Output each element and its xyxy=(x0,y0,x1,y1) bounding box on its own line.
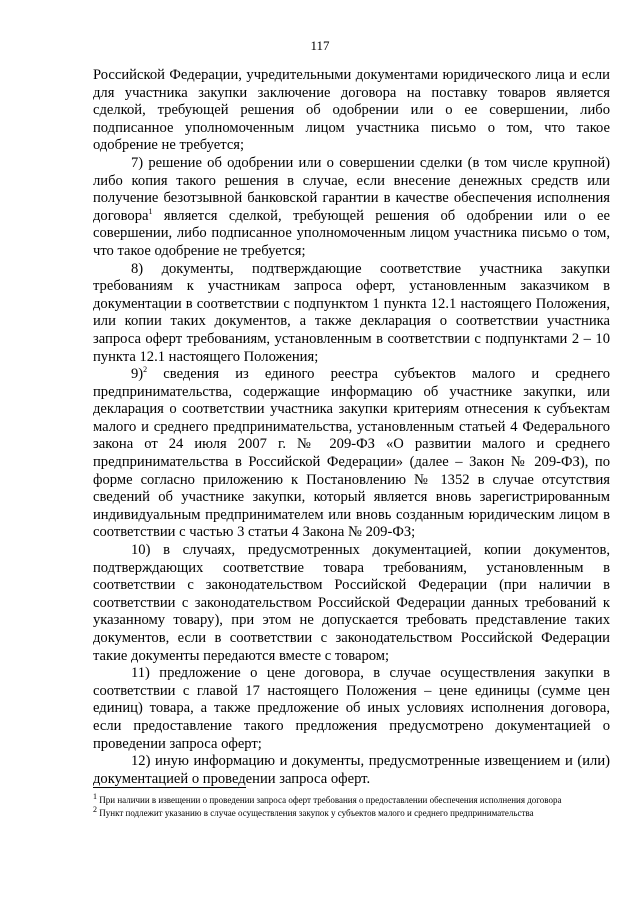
paragraph-item-9 xyxy=(93,366,610,542)
paragraph-text: является сделкой, требующей решения об одобрении или о ее совершении, либо подписанное уполномоченным лицом участника письмо о том, что такое одобрение не требуется; xyxy=(93,207,610,259)
paragraph-item-12: 12) иную информацию и документы, предусмотренные извещением и (или) документацией о проведении запроса оферт. xyxy=(93,753,610,787)
footnote xyxy=(93,792,610,806)
paragraph-item-11: 11) предложение о цене договора, в случае осуществления закупки в соответствии с главой 17 настоящего Положения – цене единицы (сумме цен единиц) товара, а также предложение об иных условиях исполнения договора, если предоставление такого предложения предусмотрено документацией о проведении запроса оферт; xyxy=(93,665,610,752)
document-body xyxy=(93,67,610,788)
paragraph-item-10: 10) в случаях, предусмотренных документацией, копии документов, подтверждающих соответствие товара требованиям, установленным в соответствии с законодательством Российской Федерации (при наличии в соответствии с законодательством Российской Федерации данных требований к указанному товару), при этом не допускается требовать представление таких документов, если в соответствии с законодательством Российской Федерации такие документы передаются вместе с товаром; xyxy=(93,542,610,664)
paragraph-text: 7) решение об одобрении или о совершении сделки (в том числе крупной) либо копия такого решения в случае, если внесение денежных средств или получение безотзывной банковской гарантии в качестве обеспечения исполнения договора xyxy=(93,154,610,224)
footnote-text: Пункт подлежит указанию в случае осуществления закупок у субъектов малого и среднего предпринимательства xyxy=(97,808,534,818)
paragraph-text: 9) xyxy=(131,366,144,383)
footnote-reference: 1 xyxy=(148,206,153,216)
paragraph-continuation: Российской Федерации, учредительными документами юридического лица и если для участника закупки заключение договора на поставку товаров является сделкой, требующей решения об одобрении или о ее совершении, либо подписанное уполномоченным лицом участника письмо о том, что такое одобрение не требуется; xyxy=(93,67,610,154)
paragraph-text: сведения из единого реестра субъектов малого и среднего предпринимательства, содержащие информацию об участнике закупки, или декларация о соответствии участника закупки критериям отнесения к субъектам малого и среднего предпринимательства, установленным статьей 4 Федерального закона от 24 июля 2007 г. № 209-ФЗ «О развитии малого и среднего предпринимательства в Российской Федерации» (далее – Закон № 209-ФЗ), по форме согласно приложению к Постановлению № 1352 в случае отсутствия сведений об участнике закупки, который является вновь зарегистрированным индивидуальным предпринимателем или вновь созданным юридическим лицом в соответствии с частью 3 статьи 4 Закона № 209-ФЗ; xyxy=(93,366,610,541)
footnotes xyxy=(93,792,610,821)
paragraph-item-8: 8) документы, подтверждающие соответствие участника закупки требованиям к участникам запроса оферт, установленным заказчиком в документации в соответствии с подпунктом 1 пункта 12.1 настоящего Положения, или копии таких документов, а также декларация о соответствии участника запроса оферт требованиям, установленным в соответствии с подпунктами 2 – 10 пункта 12.1 настоящего Положения; xyxy=(93,260,610,365)
page-number: 117 xyxy=(310,38,330,53)
footnote xyxy=(93,805,610,819)
footnote-text: При наличии в извещении о проведении запроса оферт требования о предоставлении обеспечения исполнения договора xyxy=(97,795,562,805)
footnote-mark: 2 xyxy=(93,805,97,814)
paragraph-item-7 xyxy=(93,155,610,261)
footnote-divider xyxy=(93,787,246,788)
footnote-mark: 1 xyxy=(93,792,97,801)
footnote-reference: 2 xyxy=(143,365,148,375)
